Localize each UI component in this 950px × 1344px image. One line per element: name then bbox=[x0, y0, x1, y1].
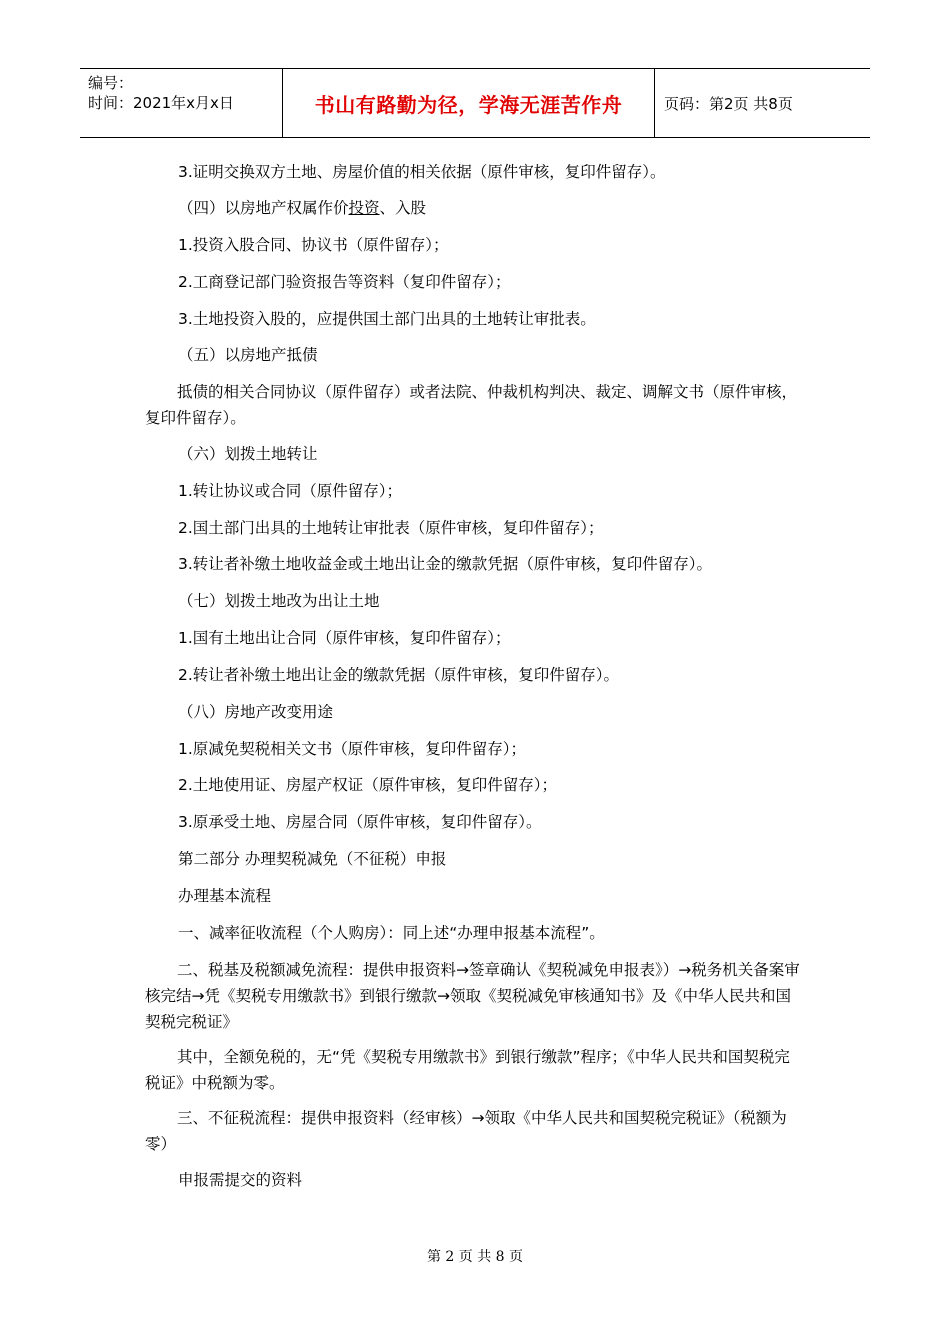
paragraph: 其中，全额免税的，无“凭《契税专用缴款书》到银行缴款”程序；《中华人民共和国契税完税证》中税额为零。 bbox=[145, 1048, 790, 1092]
paragraph: 2.土地使用证、房屋产权证（原件审核，复印件留存）； bbox=[178, 776, 558, 794]
paragraph: 3.证明交换双方土地、房屋价值的相关依据（原件审核，复印件留存）。 bbox=[178, 163, 666, 181]
section-heading-text: （四）以房地产权属作价 bbox=[178, 199, 349, 217]
paragraph: 3.原承受土地、房屋合同（原件审核，复印件留存）。 bbox=[178, 813, 542, 831]
subheading: 办理基本流程 bbox=[178, 887, 272, 905]
section-heading: （八）房地产改变用途 bbox=[178, 703, 334, 721]
paragraph: 1.投资入股合同、协议书（原件留存）； bbox=[178, 236, 449, 254]
investment-link[interactable]: 投资 bbox=[348, 199, 380, 217]
page-footer: 第 2 页 共 8 页 bbox=[426, 1249, 524, 1265]
paragraph: 二、税基及税额减免流程：提供申报资料→签章确认《契税减免申报表》）→税务机关备案审核完结→凭《契税专用缴款书》到银行缴款→领取《契税减免审核通知书》及《中华人民共和国契税完税证》 bbox=[145, 961, 800, 1031]
header-motto: 书山有路勤为径，学海无涯苦作舟 bbox=[314, 92, 623, 117]
header-page-info: 页码：第2页 共8页 bbox=[664, 94, 793, 113]
section-heading: （五）以房地产抵债 bbox=[178, 346, 318, 364]
section-heading: （六）划拨土地转让 bbox=[178, 445, 318, 463]
section-heading-text: 、入股 bbox=[379, 199, 427, 217]
subheading: 申报需提交的资料 bbox=[178, 1171, 303, 1189]
paragraph: 2.转让者补缴土地出让金的缴款凭据（原件审核，复印件留存）。 bbox=[178, 666, 620, 684]
paragraph: 3.土地投资入股的，应提供国土部门出具的土地转让审批表。 bbox=[178, 310, 596, 328]
paragraph: 3.转让者补缴土地收益金或土地出让金的缴款凭据（原件审核，复印件留存）。 bbox=[178, 555, 713, 573]
paragraph: 抵债的相关合同协议（原件留存）或者法院、仲裁机构判决、裁定、调解文书（原件审核，复印件留存）。 bbox=[145, 383, 798, 427]
time-label: 时间：2021年x月x日 bbox=[88, 94, 234, 112]
page-header bbox=[80, 68, 870, 138]
part-heading: 第二部分 办理契税减免（不征税）申报 bbox=[178, 850, 447, 868]
paragraph: 1.国有土地出让合同（原件审核，复印件留存）； bbox=[178, 629, 511, 647]
header-divider bbox=[654, 69, 655, 137]
paragraph: 1.原减免契税相关文书（原件审核，复印件留存）； bbox=[178, 740, 527, 758]
paragraph: 1.转让协议或合同（原件留存）； bbox=[178, 482, 403, 500]
paragraph: 一、减率征收流程（个人购房）：同上述“办理申报基本流程”。 bbox=[178, 924, 605, 942]
section-heading bbox=[178, 195, 426, 221]
header-meta bbox=[88, 73, 234, 113]
paragraph: 2.国土部门出具的土地转让审批表（原件审核，复印件留存）； bbox=[178, 519, 604, 537]
number-label: 编号： bbox=[88, 74, 134, 92]
section-heading: （七）划拨土地改为出让土地 bbox=[178, 592, 380, 610]
paragraph: 三、不征税流程：提供申报资料（经审核）→领取《中华人民共和国契税完税证》（税额为零） bbox=[145, 1109, 787, 1153]
paragraph: 2.工商登记部门验资报告等资料（复印件留存）； bbox=[178, 273, 511, 291]
